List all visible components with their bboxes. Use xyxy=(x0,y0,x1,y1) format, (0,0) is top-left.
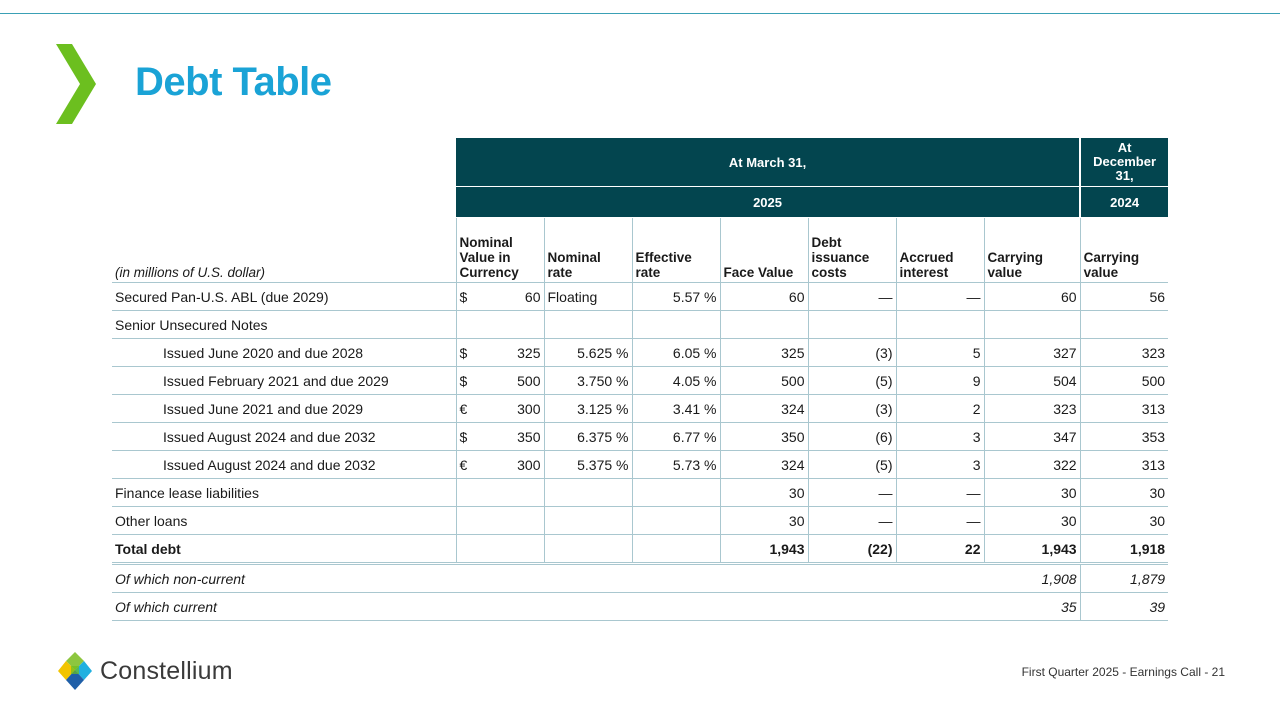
accrued: 3 xyxy=(896,423,984,451)
carrying-2025: 60 xyxy=(984,283,1080,311)
subtotal-carrying-2024: 39 xyxy=(1080,593,1168,621)
accrued: — xyxy=(896,507,984,535)
nominal-rate xyxy=(544,507,632,535)
nominal-value: 350 xyxy=(517,428,541,445)
total-face: 1,943 xyxy=(720,535,808,564)
carrying-2025 xyxy=(984,311,1080,339)
currency-symbol: $ xyxy=(459,288,468,305)
total-carrying-2024: 1,918 xyxy=(1080,535,1168,564)
face: 30 xyxy=(720,507,808,535)
accrued: 2 xyxy=(896,395,984,423)
costs: (6) xyxy=(808,423,896,451)
effective-rate: 6.05 % xyxy=(632,339,720,367)
carrying-2025: 347 xyxy=(984,423,1080,451)
carrying-2025: 323 xyxy=(984,395,1080,423)
row-label: Other loans xyxy=(112,507,456,535)
column-header: Face Value xyxy=(720,218,808,283)
row-label: Issued June 2020 and due 2028 xyxy=(112,339,456,367)
effective-rate: 6.77 % xyxy=(632,423,720,451)
column-header: Effective rate xyxy=(632,218,720,283)
column-header: Carrying value xyxy=(984,218,1080,283)
currency-symbol: € xyxy=(459,400,468,417)
constellium-logo-icon xyxy=(58,652,92,690)
row-label: Issued August 2024 and due 2032 xyxy=(112,423,456,451)
header-year-2024: 2024 xyxy=(1080,187,1168,218)
table-row xyxy=(112,311,1168,339)
effective-rate xyxy=(632,479,720,507)
face: 350 xyxy=(720,423,808,451)
costs: — xyxy=(808,507,896,535)
total-costs: (22) xyxy=(808,535,896,564)
subtotal-carrying-2024: 1,879 xyxy=(1080,564,1168,593)
nominal-value: 300 xyxy=(517,400,541,417)
carrying-2024: 313 xyxy=(1080,395,1168,423)
currency-symbol: $ xyxy=(459,372,468,389)
nominal-value-cell xyxy=(456,311,544,339)
table-row xyxy=(112,339,1168,367)
nominal-value-cell xyxy=(456,507,544,535)
nominal-value: 300 xyxy=(517,456,541,473)
carrying-2024: 500 xyxy=(1080,367,1168,395)
carrying-2024 xyxy=(1080,311,1168,339)
nominal-rate: Floating xyxy=(544,283,632,311)
accrued: — xyxy=(896,283,984,311)
nominal-rate: 6.375 % xyxy=(544,423,632,451)
face xyxy=(720,311,808,339)
nominal-value-cell xyxy=(456,367,544,395)
nominal-value: 60 xyxy=(524,288,541,305)
accrued: 9 xyxy=(896,367,984,395)
table-row xyxy=(112,395,1168,423)
effective-rate: 5.57 % xyxy=(632,283,720,311)
subtotal-carrying-2025: 35 xyxy=(984,593,1080,621)
row-label: Issued February 2021 and due 2029 xyxy=(112,367,456,395)
column-header: Accrued interest xyxy=(896,218,984,283)
row-label: Senior Unsecured Notes xyxy=(112,311,456,339)
costs: (3) xyxy=(808,339,896,367)
carrying-2024: 30 xyxy=(1080,507,1168,535)
row-label: Issued June 2021 and due 2029 xyxy=(112,395,456,423)
effective-rate xyxy=(632,507,720,535)
total-accrued: 22 xyxy=(896,535,984,564)
nominal-rate: 5.375 % xyxy=(544,451,632,479)
carrying-2025: 504 xyxy=(984,367,1080,395)
nominal-value-cell xyxy=(456,423,544,451)
carrying-2024: 353 xyxy=(1080,423,1168,451)
currency-symbol: $ xyxy=(459,344,468,361)
top-rule xyxy=(0,13,1280,14)
header-group-december: At December 31, xyxy=(1080,138,1168,187)
nominal-rate xyxy=(544,479,632,507)
costs: — xyxy=(808,479,896,507)
page-title: Debt Table xyxy=(135,60,332,104)
carrying-2024: 313 xyxy=(1080,451,1168,479)
currency-symbol: € xyxy=(459,456,468,473)
accrued: — xyxy=(896,479,984,507)
carrying-2025: 30 xyxy=(984,507,1080,535)
costs xyxy=(808,311,896,339)
footer-text: First Quarter 2025 - Earnings Call - 21 xyxy=(1021,665,1225,679)
nominal-rate xyxy=(544,311,632,339)
table-row xyxy=(112,423,1168,451)
face: 324 xyxy=(720,395,808,423)
carrying-2025: 322 xyxy=(984,451,1080,479)
subtotal-row xyxy=(112,564,1168,593)
carrying-2025: 30 xyxy=(984,479,1080,507)
nominal-value: 500 xyxy=(517,372,541,389)
unit-label: (in millions of U.S. dollar) xyxy=(112,218,456,283)
costs: (5) xyxy=(808,451,896,479)
total-carrying-2025: 1,943 xyxy=(984,535,1080,564)
currency-symbol: $ xyxy=(459,428,468,445)
header-group-march: At March 31, xyxy=(456,138,1080,187)
effective-rate xyxy=(632,311,720,339)
table-row xyxy=(112,507,1168,535)
nominal-value-cell xyxy=(456,339,544,367)
total-label: Total debt xyxy=(112,535,456,564)
empty-cell xyxy=(544,535,632,564)
table-row xyxy=(112,367,1168,395)
debt-table xyxy=(112,138,1168,621)
accrued: 3 xyxy=(896,451,984,479)
column-header: Nominal rate xyxy=(544,218,632,283)
table-row xyxy=(112,451,1168,479)
logo-text: Constellium xyxy=(100,656,233,685)
subtotal-label: Of which current xyxy=(112,593,984,621)
carrying-2024: 323 xyxy=(1080,339,1168,367)
effective-rate: 3.41 % xyxy=(632,395,720,423)
carrying-2024: 56 xyxy=(1080,283,1168,311)
row-label: Issued August 2024 and due 2032 xyxy=(112,451,456,479)
accrued: 5 xyxy=(896,339,984,367)
table-row xyxy=(112,283,1168,311)
nominal-value: 325 xyxy=(517,344,541,361)
face: 500 xyxy=(720,367,808,395)
nominal-rate: 3.125 % xyxy=(544,395,632,423)
table-row xyxy=(112,479,1168,507)
column-header: Debt issuance costs xyxy=(808,218,896,283)
subtotal-carrying-2025: 1,908 xyxy=(984,564,1080,593)
face: 324 xyxy=(720,451,808,479)
costs: (3) xyxy=(808,395,896,423)
face: 30 xyxy=(720,479,808,507)
costs: (5) xyxy=(808,367,896,395)
face: 60 xyxy=(720,283,808,311)
nominal-value-cell xyxy=(456,479,544,507)
effective-rate: 4.05 % xyxy=(632,367,720,395)
nominal-value-cell xyxy=(456,451,544,479)
empty-cell xyxy=(456,535,544,564)
costs: — xyxy=(808,283,896,311)
chevron-icon xyxy=(56,44,98,124)
row-label: Secured Pan-U.S. ABL (due 2029) xyxy=(112,283,456,311)
row-label: Finance lease liabilities xyxy=(112,479,456,507)
nominal-value-cell xyxy=(456,283,544,311)
face: 325 xyxy=(720,339,808,367)
total-row xyxy=(112,535,1168,564)
subtotal-row xyxy=(112,593,1168,621)
column-header: Nominal Value in Currency xyxy=(456,218,544,283)
carrying-2025: 327 xyxy=(984,339,1080,367)
header-year-2025: 2025 xyxy=(456,187,1080,218)
effective-rate: 5.73 % xyxy=(632,451,720,479)
subtotal-label: Of which non-current xyxy=(112,564,984,593)
nominal-value-cell xyxy=(456,395,544,423)
accrued xyxy=(896,311,984,339)
constellium-logo xyxy=(58,652,233,690)
empty-cell xyxy=(632,535,720,564)
column-header: Carrying value xyxy=(1080,218,1168,283)
nominal-rate: 3.750 % xyxy=(544,367,632,395)
carrying-2024: 30 xyxy=(1080,479,1168,507)
nominal-rate: 5.625 % xyxy=(544,339,632,367)
